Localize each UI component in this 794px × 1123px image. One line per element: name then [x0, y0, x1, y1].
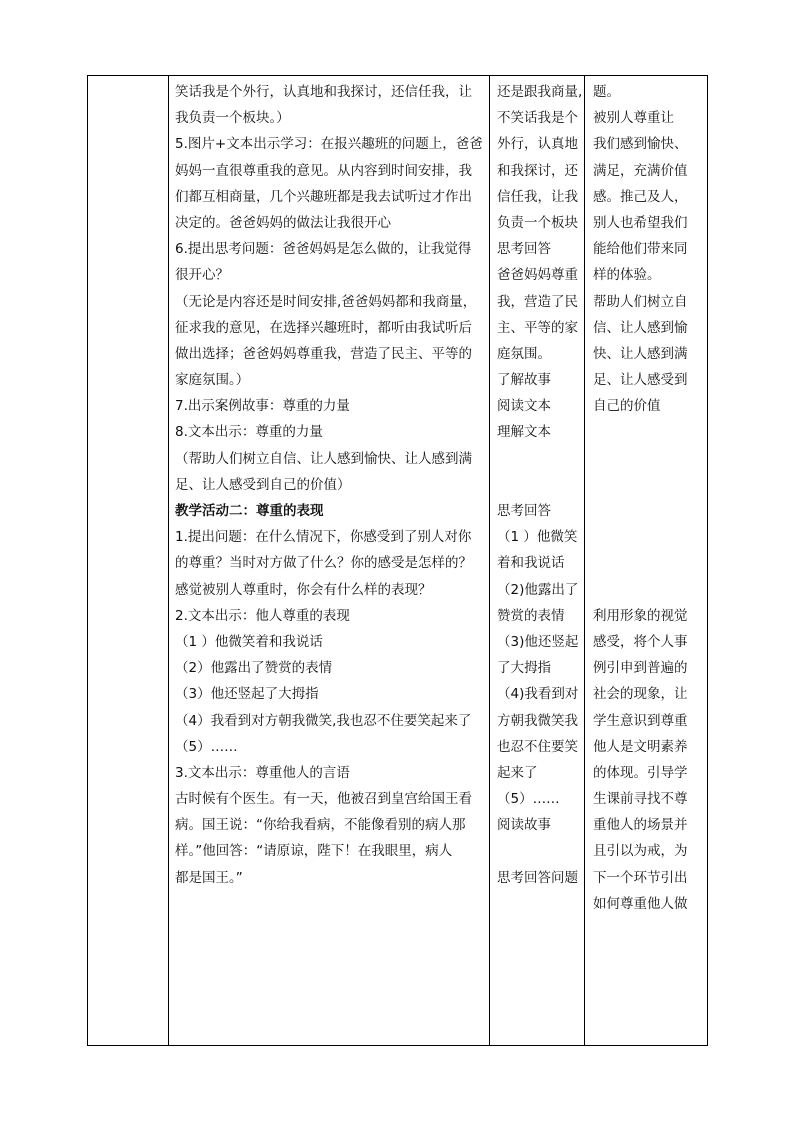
- intent-text-line: 帮助人们树立自: [593, 293, 688, 310]
- activity-text-line: 古时候有个医生。有一天，他被召到皇宫给国王看: [175, 791, 472, 808]
- activity-text-line: 8.文本出示：尊重的力量: [175, 424, 323, 441]
- intent-text-line: [585, 446, 707, 472]
- activity-text-line: （4）我看到对方朝我微笑,我也忍不住要笑起来了: [175, 712, 472, 729]
- student-text-line: 了大拇指: [497, 660, 551, 677]
- intent-text-line: 被别人尊重让: [593, 110, 674, 127]
- student-text-line: 我，营造了民: [497, 293, 578, 310]
- intent-text-line: 重他人的场景并: [593, 817, 688, 834]
- student-text-line: 庭氛围。: [497, 345, 551, 362]
- intent-text-line: [585, 550, 707, 576]
- student-activity-cell: [490, 76, 585, 1046]
- activity-text-line: 6.提出思考问题：爸爸妈妈是怎么做的，让我觉得: [175, 241, 472, 258]
- intent-text-line: [585, 419, 707, 445]
- student-text-line: 还是跟我商量,: [497, 84, 583, 100]
- activity-text-line: 我负责一个板块。）: [175, 110, 290, 127]
- activity-text-line: 妈妈一直很尊重我的意见。从内容到时间安排，我: [175, 162, 472, 179]
- empty-label-cell: [88, 76, 169, 1046]
- activity-text-line: 足、让人感受到自己的价值）: [175, 476, 351, 493]
- activity-text-line: 都是国王。”: [175, 869, 243, 886]
- intent-text-line: 满足，充满价值: [593, 162, 688, 179]
- activity-text-line: 5.图片+文本出示学习：在报兴趣班的问题上，爸爸: [175, 136, 483, 153]
- activity-text-line: 征求我的意见，在选择兴趣班时，都听由我试听后: [175, 319, 472, 336]
- intent-text-line: 我们感到愉快、: [593, 136, 688, 153]
- intent-text-line: 他人是文明素养: [593, 738, 688, 755]
- intent-text-line: 生课前寻找不尊: [593, 791, 688, 808]
- student-text-line: （3)他还竖起: [497, 633, 579, 650]
- activity-text-line: 做出选择；爸爸妈妈尊重我，营造了民主、平等的: [175, 345, 472, 362]
- student-text-line: 不笑话我是个: [497, 110, 578, 127]
- student-text-line: 阅读文本: [497, 398, 551, 415]
- student-text-line: （5）……: [497, 791, 560, 808]
- student-text-line: [490, 838, 584, 864]
- intent-text-line: 别人也希望我们: [593, 214, 688, 231]
- intent-text-line: [585, 524, 707, 550]
- student-text-line: 方朝我微笑我: [497, 712, 578, 729]
- intent-text-line: 学生意识到尊重: [593, 712, 688, 729]
- intent-text-line: 足、让人感受到: [593, 372, 688, 389]
- intent-text-line: 的体现。引导学: [593, 764, 688, 781]
- activity-text-line: 3.文本出示：尊重他人的言语: [175, 764, 350, 781]
- student-text-line: 负责一个板块: [497, 214, 578, 231]
- design-intent-cell: [585, 76, 708, 1046]
- activity-text-line: 家庭氛围。）: [175, 372, 250, 389]
- student-text-line: 也忍不住要笑: [497, 738, 578, 755]
- intent-text-line: 例引申到普遍的: [593, 660, 688, 677]
- student-text-line: 赞赏的表情: [497, 607, 565, 624]
- intent-text-line: 快、让人感到满: [593, 345, 688, 362]
- student-text-line: 思考回答问题: [497, 869, 578, 886]
- activity-text-line: 7.出示案例故事：尊重的力量: [175, 398, 350, 415]
- table-row: [88, 76, 708, 1046]
- intent-text-line: 信、让人感到愉: [593, 319, 688, 336]
- intent-text-line: [585, 577, 707, 603]
- activity-text-line: 们都互相商量，几个兴趣班都是我去试听过才作出: [175, 188, 472, 205]
- activity-text-line: 感觉被别人尊重时，你会有什么样的表现？: [175, 581, 432, 598]
- student-text-line: 思考回答: [497, 503, 551, 519]
- student-text-line: （2)他露出了: [497, 581, 579, 598]
- activity-text-line: （1 ）他微笑着和我说话: [175, 633, 323, 650]
- student-text-line: [490, 446, 584, 472]
- activity-text-line: 1.提出问题：在什么情况下，你感受到了别人对你: [175, 529, 472, 546]
- teaching-activity-cell: [169, 76, 490, 1046]
- intent-text-line: 自己的价值: [593, 398, 661, 415]
- student-text-line: 信任我，让我: [497, 188, 578, 205]
- lesson-plan-table: [87, 75, 708, 1046]
- intent-text-line: 能给他们带来同: [593, 241, 688, 258]
- activity-text-line: 样。”他回答：“请原谅，陛下！在我眼里，病人: [175, 843, 453, 860]
- student-text-line: 着和我说话: [497, 555, 565, 572]
- student-text-line: （4)我看到对: [497, 686, 579, 703]
- intent-text-line: 感受，将个人事: [593, 633, 688, 650]
- activity-text-line: （2）他露出了赞赏的表情: [175, 660, 333, 677]
- intent-text-line: 感。推己及人，: [593, 188, 688, 205]
- intent-text-line: [585, 498, 707, 524]
- activity-text-line: 2.文本出示：他人尊重的表现: [175, 607, 350, 624]
- intent-text-line: 题。: [593, 84, 620, 100]
- intent-text-line: 社会的现象，让: [593, 686, 688, 703]
- activity-text-line: （无论是内容还是时间安排,爸爸妈妈都和我商量，: [175, 293, 477, 310]
- student-text-line: 和我探讨，还: [497, 162, 578, 179]
- activity-text-line: 病。国王说：“你给我看病，不能像看别的病人那: [175, 817, 466, 834]
- student-text-line: 阅读故事: [497, 817, 551, 834]
- activity-text-line: （帮助人们树立自信、让人感到愉快、让人感到满: [175, 450, 472, 467]
- student-text-line: [490, 472, 584, 498]
- intent-text-line: 样的体验。: [593, 267, 661, 284]
- activity-text-line: （3）他还竖起了大拇指: [175, 686, 319, 703]
- activity-text-line: （5）……: [175, 738, 238, 755]
- intent-text-line: 利用形象的视觉: [593, 607, 688, 624]
- student-text-line: 主、平等的家: [497, 319, 578, 336]
- intent-text-line: 下一个环节引出: [593, 869, 688, 886]
- activity-text-line: 决定的。爸爸妈妈的做法让我很开心: [175, 214, 391, 231]
- student-text-line: 理解文本: [497, 424, 551, 441]
- intent-text-line: 如何尊重他人做: [593, 895, 688, 912]
- student-text-line: 爸爸妈妈尊重: [497, 267, 578, 284]
- student-text-line: （1 ）他微笑: [497, 529, 578, 546]
- student-text-line: 起来了: [497, 764, 538, 781]
- student-text-line: 了解故事: [497, 372, 551, 389]
- activity-text-line: 很开心？: [175, 267, 229, 284]
- student-text-line: 思考回答: [497, 241, 551, 258]
- activity-text-line: 笑话我是个外行，认真地和我探讨，还信任我，让: [175, 84, 472, 100]
- intent-text-line: 且引以为戒，为: [593, 843, 688, 860]
- activity-text-line: 教学活动二：尊重的表现: [175, 503, 324, 519]
- activity-text-line: 的尊重？当时对方做了什么？你的感受是怎样的？: [175, 555, 472, 572]
- student-text-line: 外行，认真地: [497, 136, 578, 153]
- intent-text-line: [585, 472, 707, 498]
